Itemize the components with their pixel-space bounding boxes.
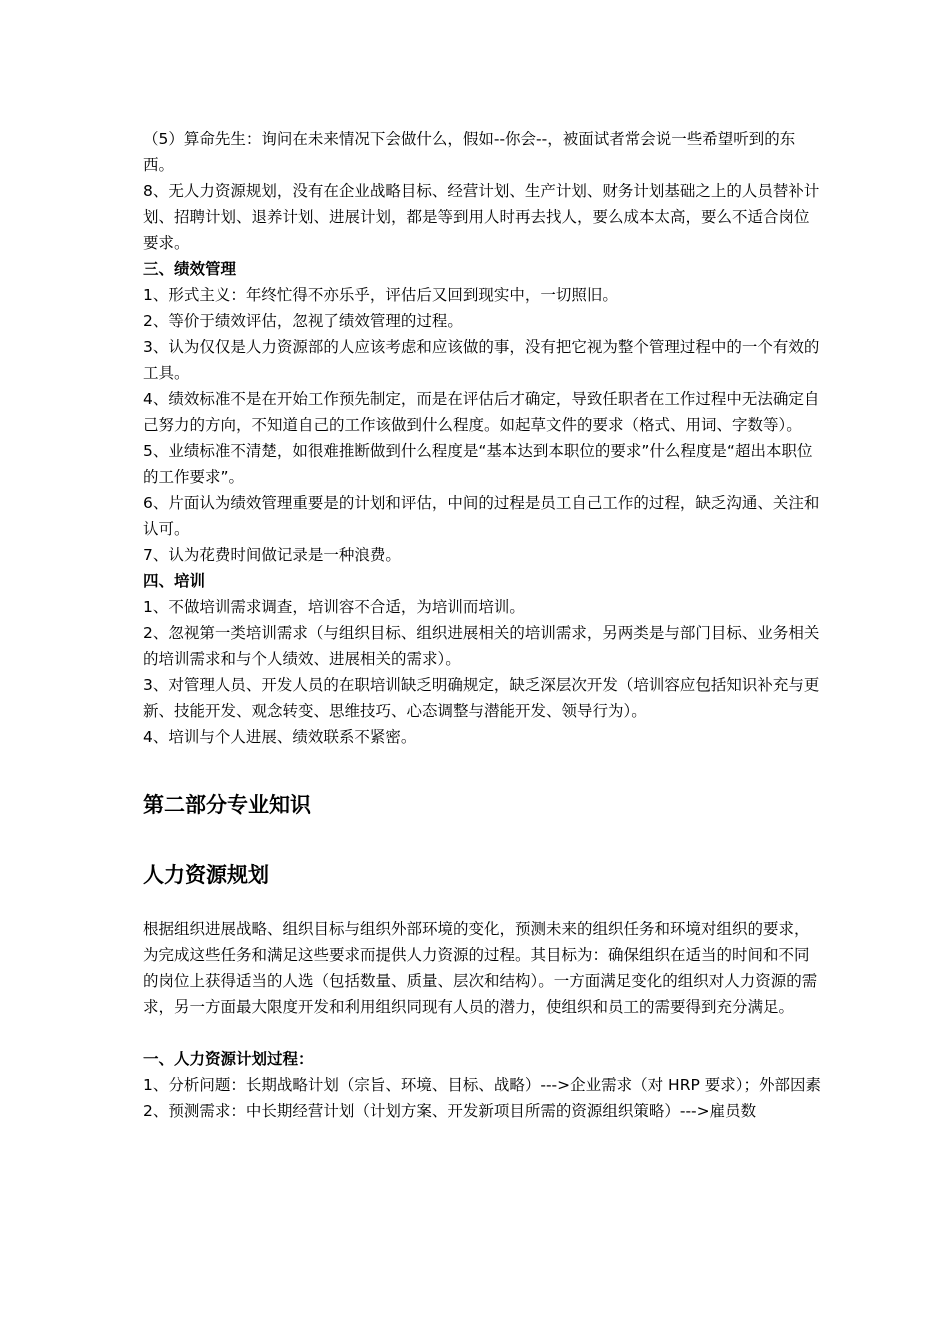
paragraph: 8、无人力资源规划，没有在企业战略目标、经营计划、生产计划、财务计划基础之上的人员替补计划、招聘计划、退养计划、进展计划，都是等到用人时再去找人，要么成本太高，要么不适合岗位要求。 xyxy=(143,182,820,252)
list-item: 6、片面认为绩效管理重要是的计划和评估，中间的过程是员工自己工作的过程，缺乏沟通、关注和认可。 xyxy=(143,494,820,538)
list-item: 2、等价于绩效评估，忽视了绩效管理的过程。 xyxy=(143,312,463,330)
list-item: 5、业绩标准不清楚，如很难推断做到什么程度是“基本达到本职位的要求”什么程度是“超出本职位的工作要求”。 xyxy=(143,442,813,486)
list-item: 4、培训与个人进展、绩效联系不紧密。 xyxy=(143,728,417,746)
section-heading-training: 四、培训 xyxy=(143,572,206,590)
list-item: 1、形式主义：年终忙得不亦乐乎，评估后又回到现实中，一切照旧。 xyxy=(143,286,618,304)
chapter-title: 人力资源规划 xyxy=(143,863,269,887)
paragraph: （5）算命先生：询问在未来情况下会做什么，假如--你会--，被面试者常会说一些希望听到的东西。 xyxy=(143,130,796,174)
list-item: 2、预测需求：中长期经营计划（计划方案、开发新项目所需的资源组织策略）--->雇员数 xyxy=(143,1102,757,1120)
list-item: 3、对管理人员、开发人员的在职培训缺乏明确规定，缺乏深层次开发（培训容应包括知识补充与更新、技能开发、观念转变、思维技巧、心态调整与潜能开发、领导行为）。 xyxy=(143,676,820,720)
list-item: 1、不做培训需求调查，培训容不合适，为培训而培训。 xyxy=(143,598,525,616)
list-item: 7、认为花费时间做记录是一种浪费。 xyxy=(143,546,401,564)
intro-paragraph: 根据组织进展战略、组织目标与组织外部环境的变化，预测未来的组织任务和环境对组织的要求，为完成这些任务和满足这些要求而提供人力资源的过程。其目标为：确保组织在适当的时间和不同的岗位上获得适当的人选（包括数量、质量、层次和结构）。一方面满足变化的组织对人力资源的需求，另一方面最大限度开发和利用组织同现有人员的潜力，使组织和员工的需要得到充分满足。 xyxy=(143,920,818,1016)
section-heading-process: 一、人力资源计划过程： xyxy=(143,1050,314,1068)
section-heading-performance: 三、绩效管理 xyxy=(143,260,237,278)
list-item: 2、忽视第一类培训需求（与组织目标、组织进展相关的培训需求，另两类是与部门目标、业务相关的培训需求和与个人绩效、进展相关的需求）。 xyxy=(143,624,820,668)
list-item: 3、认为仅仅是人力资源部的人应该考虑和应该做的事，没有把它视为整个管理过程中的一个有效的工具。 xyxy=(143,338,820,382)
document-page xyxy=(143,126,823,1124)
list-item: 1、分析问题：长期战略计划（宗旨、环境、目标、战略）--->企业需求（对 HRP 要求）；外部因素 xyxy=(143,1076,822,1094)
part-title: 第二部分专业知识 xyxy=(143,793,311,817)
list-item: 4、绩效标准不是在开始工作预先制定，而是在评估后才确定，导致任职者在工作过程中无法确定自己努力的方向，不知道自己的工作该做到什么程度。如起草文件的要求（格式、用词、字数等）。 xyxy=(143,390,820,434)
